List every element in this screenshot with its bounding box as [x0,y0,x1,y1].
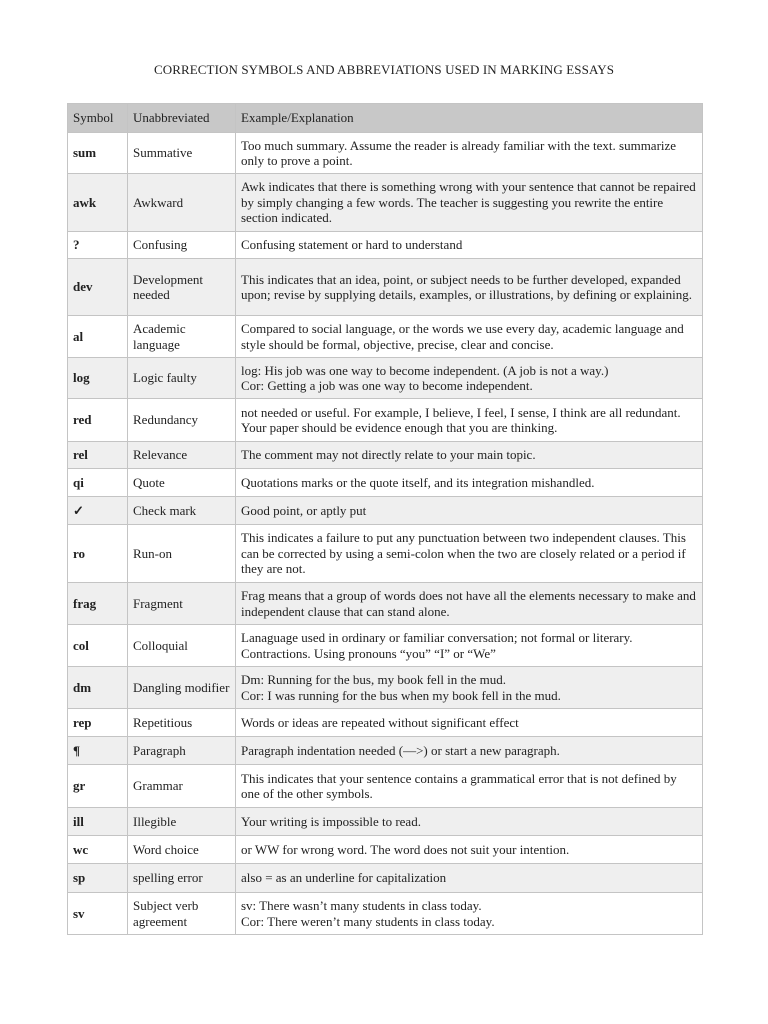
symbol-cell: sum [68,133,128,174]
table-row [68,316,703,358]
table-row [68,893,703,935]
explanation-cell: Paragraph indentation needed (—>) or start a new paragraph. [236,737,703,765]
table-row [68,469,703,497]
symbol-cell: rep [68,709,128,737]
explanation-cell: Awk indicates that there is something wrong with your sentence that cannot be repaired by simply changing a few words. The teacher is suggesting you rewrite the entire section indicated. [236,174,703,232]
table-row [68,399,703,442]
symbol-cell: rel [68,442,128,469]
explanation-cell: Lanaguage used in ordinary or familiar conversation; not formal or literary. Contractions. Using pronouns “you” “I” or “We” [236,625,703,667]
explanation-cell: Words or ideas are repeated without significant effect [236,709,703,737]
explanation-cell: Confusing statement or hard to understand [236,232,703,259]
table-row [68,497,703,525]
unabbreviated-cell: Academic language [128,316,236,358]
unabbreviated-cell: Quote [128,469,236,497]
table-row [68,709,703,737]
explanation-cell: sv: There wasn’t many students in class today. Cor: There weren’t many students in class today. [236,893,703,935]
table-header-row [68,104,703,133]
explanation-cell: Frag means that a group of words does not have all the elements necessary to make and independent clause that can stand alone. [236,583,703,625]
unabbreviated-cell: Dangling modifier [128,667,236,709]
table-row [68,836,703,864]
explanation-cell: also = as an underline for capitalization [236,864,703,893]
unabbreviated-cell: Illegible [128,808,236,836]
explanation-cell: The comment may not directly relate to your main topic. [236,442,703,469]
symbol-cell: ✓ [68,497,128,525]
unabbreviated-cell: Redundancy [128,399,236,442]
explanation-cell: not needed or useful. For example, I believe, I feel, I sense, I think are all redundant. Your paper should be evidence enough that you are thinking. [236,399,703,442]
symbol-cell: dm [68,667,128,709]
explanation-cell: Dm: Running for the bus, my book fell in the mud. Cor: I was running for the bus when my book fell in the mud. [236,667,703,709]
table-row [68,133,703,174]
explanation-cell: log: His job was one way to become independent. (A job is not a way.) Cor: Getting a job was one way to become independent. [236,358,703,399]
explanation-cell: Compared to social language, or the words we use every day, academic language and style should be formal, objective, precise, clear and concise. [236,316,703,358]
unabbreviated-cell: Colloquial [128,625,236,667]
table-row [68,808,703,836]
correction-symbols-table [67,103,703,935]
symbol-cell: gr [68,765,128,808]
symbol-cell: col [68,625,128,667]
symbol-cell: red [68,399,128,442]
table-row [68,864,703,893]
table-row [68,583,703,625]
explanation-cell: This indicates that an idea, point, or subject needs to be further developed, expanded upon; revise by supplying details, examples, or illustrations, by defining or explaining. [236,259,703,316]
unabbreviated-cell: Word choice [128,836,236,864]
explanation-cell: This indicates that your sentence contains a grammatical error that is not defined by one of the other symbols. [236,765,703,808]
unabbreviated-cell: Relevance [128,442,236,469]
unabbreviated-cell: Development needed [128,259,236,316]
header-explanation: Example/Explanation [236,104,703,133]
table-row [68,737,703,765]
symbol-cell: wc [68,836,128,864]
symbol-cell: al [68,316,128,358]
explanation-cell: This indicates a failure to put any punctuation between two independent clauses. This can be corrected by using a semi-colon when the two are closely related or a period if they are not. [236,525,703,583]
symbol-cell: ¶ [68,737,128,765]
explanation-cell: Too much summary. Assume the reader is already familiar with the text. summarize only to prove a point. [236,133,703,174]
symbol-cell: log [68,358,128,399]
unabbreviated-cell: Summative [128,133,236,174]
unabbreviated-cell: Fragment [128,583,236,625]
symbol-cell: qi [68,469,128,497]
table-row [68,174,703,232]
symbol-cell: dev [68,259,128,316]
table-row [68,358,703,399]
table-row [68,232,703,259]
explanation-cell: Quotations marks or the quote itself, and its integration mishandled. [236,469,703,497]
unabbreviated-cell: Confusing [128,232,236,259]
table-body [68,133,703,935]
header-unabbreviated: Unabbreviated [128,104,236,133]
unabbreviated-cell: Run-on [128,525,236,583]
table-row [68,625,703,667]
symbol-cell: sp [68,864,128,893]
document-title: CORRECTION SYMBOLS AND ABBREVIATIONS USED IN MARKING ESSAYS [153,62,615,77]
unabbreviated-cell: Paragraph [128,737,236,765]
symbol-cell: ro [68,525,128,583]
symbol-cell: ? [68,232,128,259]
unabbreviated-cell: Logic faulty [128,358,236,399]
unabbreviated-cell: Grammar [128,765,236,808]
explanation-cell: Your writing is impossible to read. [236,808,703,836]
unabbreviated-cell: Check mark [128,497,236,525]
explanation-cell: Good point, or aptly put [236,497,703,525]
table-row [68,667,703,709]
unabbreviated-cell: Subject verb agreement [128,893,236,935]
unabbreviated-cell: spelling error [128,864,236,893]
unabbreviated-cell: Awkward [128,174,236,232]
table-row [68,259,703,316]
symbol-cell: awk [68,174,128,232]
table-row [68,765,703,808]
symbol-cell: ill [68,808,128,836]
unabbreviated-cell: Repetitious [128,709,236,737]
symbol-cell: frag [68,583,128,625]
table-row [68,442,703,469]
explanation-cell: or WW for wrong word. The word does not suit your intention. [236,836,703,864]
table-row [68,525,703,583]
symbol-cell: sv [68,893,128,935]
header-symbol: Symbol [68,104,128,133]
